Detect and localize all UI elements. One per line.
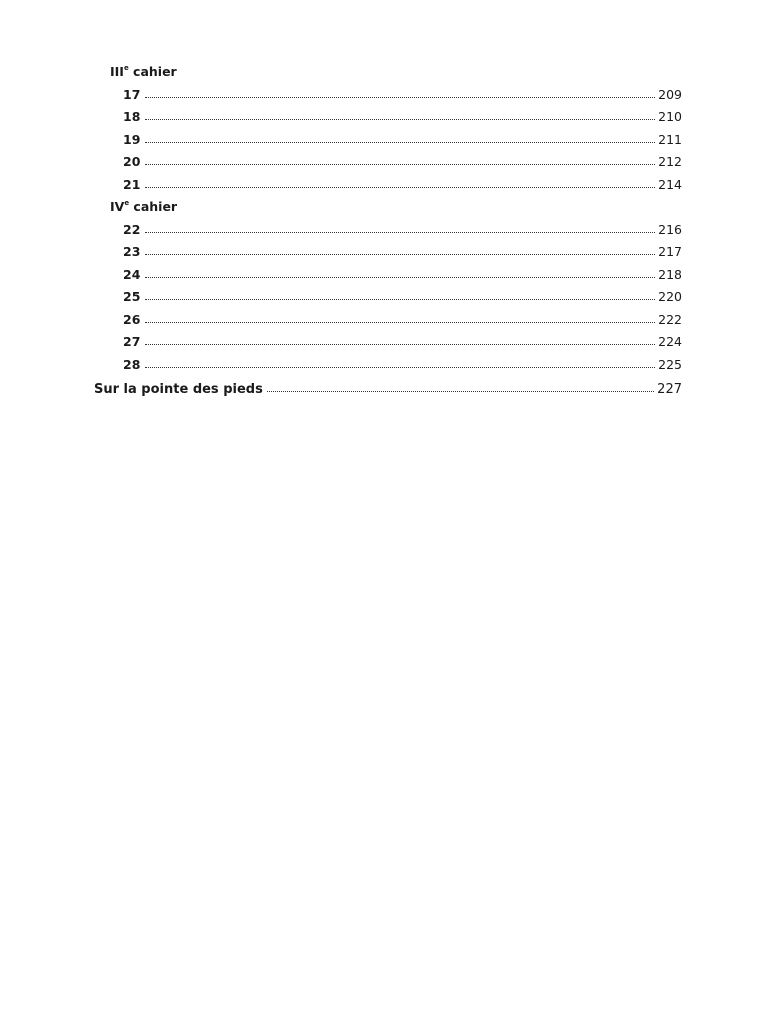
dot-leader: [145, 111, 655, 121]
section-heading-text: cahier: [129, 199, 178, 214]
toc-entry[interactable]: [123, 132, 682, 148]
dot-leader: [145, 269, 655, 279]
toc-entry[interactable]: [123, 334, 682, 350]
toc-entry-page: 212: [658, 154, 682, 169]
toc-entry-page: 224: [658, 334, 682, 349]
toc-entry[interactable]: [123, 289, 682, 305]
toc-entry-page: 214: [658, 177, 682, 192]
toc-entry-page: 216: [658, 222, 682, 237]
section-heading-iii-cahier: [110, 64, 177, 80]
toc-entry-page: 218: [658, 267, 682, 282]
toc-entry-page: 227: [657, 382, 682, 397]
section-heading-roman: IV: [110, 199, 125, 214]
toc-entry-label: 26: [123, 312, 141, 327]
dot-leader: [267, 383, 654, 393]
toc-entry-label: 28: [123, 357, 141, 372]
toc-entry-page: 220: [658, 289, 682, 304]
toc-entry[interactable]: [123, 267, 682, 283]
dot-leader: [145, 359, 655, 369]
toc-entry-sur-la-pointe-des-pieds[interactable]: [94, 382, 682, 398]
toc-entry-label: 17: [123, 87, 141, 102]
dot-leader: [145, 89, 655, 99]
dot-leader: [145, 246, 655, 256]
toc-entry-label: 22: [123, 222, 141, 237]
dot-leader: [145, 179, 655, 189]
toc-entry-label: 20: [123, 154, 141, 169]
dot-leader: [145, 156, 655, 166]
section-heading-iv-cahier: [110, 199, 177, 215]
dot-leader: [145, 134, 655, 144]
toc-entry-label: 27: [123, 334, 141, 349]
toc-entry[interactable]: [123, 357, 682, 373]
section-heading-superscript: e: [123, 64, 129, 72]
toc-entry-page: 210: [658, 109, 682, 124]
section-heading-text: cahier: [128, 64, 177, 79]
dot-leader: [145, 224, 655, 234]
toc-entry-page: 217: [658, 244, 682, 259]
toc-entry[interactable]: [123, 177, 682, 193]
toc-entry[interactable]: [123, 244, 682, 260]
toc-entry-label: 23: [123, 244, 141, 259]
toc-entry-label: Sur la pointe des pieds: [94, 382, 263, 397]
toc-entry[interactable]: [123, 312, 682, 328]
toc-entry-label: 19: [123, 132, 141, 147]
toc-entry-label: 21: [123, 177, 141, 192]
toc-entry-label: 18: [123, 109, 141, 124]
toc-entry-page: 209: [658, 87, 682, 102]
section-heading-roman: III: [110, 64, 124, 79]
toc-entry-page: 211: [658, 132, 682, 147]
section-heading-superscript: e: [124, 199, 130, 207]
toc-entry[interactable]: [123, 154, 682, 170]
toc-entry-label: 25: [123, 289, 141, 304]
toc-entry[interactable]: [123, 222, 682, 238]
dot-leader: [145, 336, 655, 346]
toc-entry-label: 24: [123, 267, 141, 282]
toc-entry-page: 222: [658, 312, 682, 327]
toc-entry-page: 225: [658, 357, 682, 372]
dot-leader: [145, 314, 655, 324]
toc-entry[interactable]: [123, 87, 682, 103]
toc-entry[interactable]: [123, 109, 682, 125]
dot-leader: [145, 291, 655, 301]
